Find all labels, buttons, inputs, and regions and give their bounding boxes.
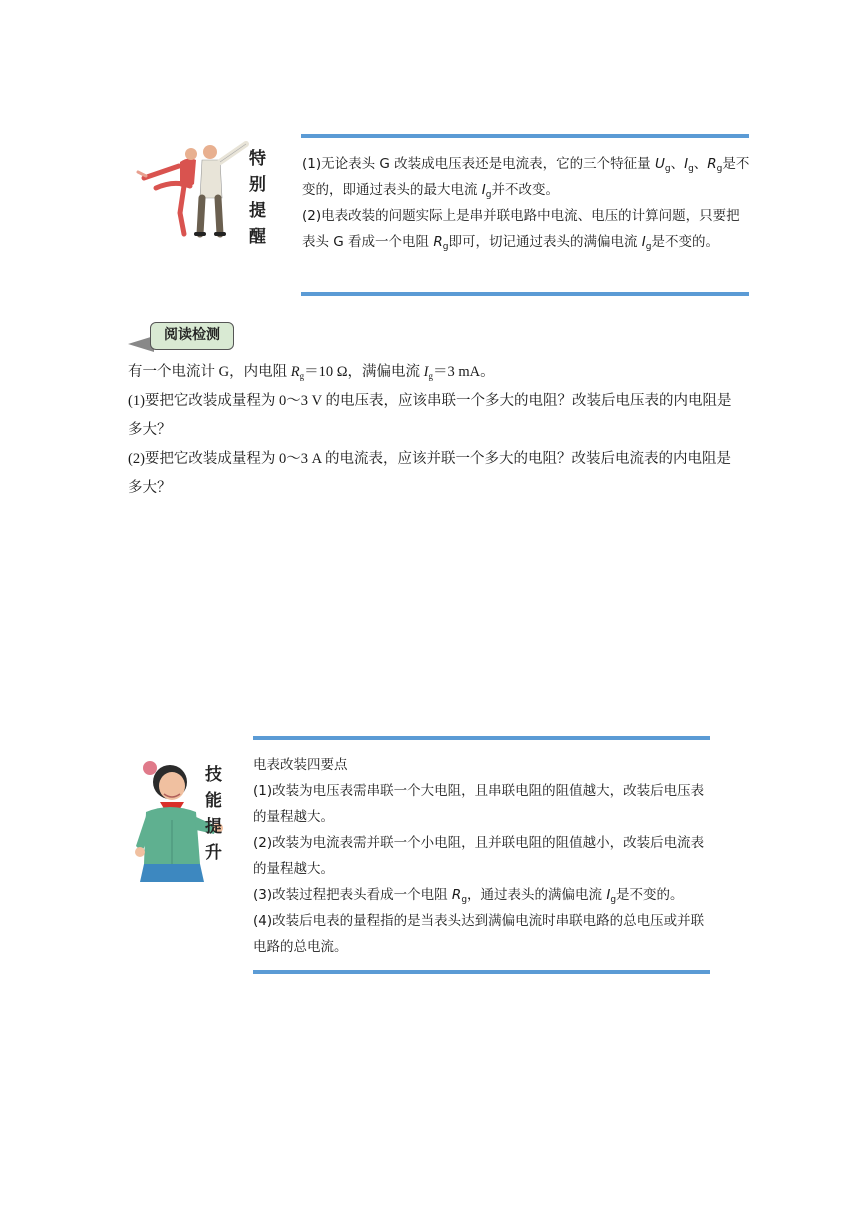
variable-subscript: g xyxy=(485,190,492,200)
dancers-illustration xyxy=(134,138,254,238)
variable-subscript: g xyxy=(461,895,468,905)
variable-symbol: U xyxy=(654,156,665,172)
variable-symbol: R xyxy=(451,887,462,903)
variable-symbol: I xyxy=(684,156,689,172)
tip2-item: (3)改装过程把表头看成一个电阻 $R_g$，通过表头的满偏电流 $I_g$是不变的。 xyxy=(253,887,684,905)
tip1-item: (1)无论表头 G 改装成电压表还是电流表，它的三个特征量 $U_g$、$I_g$、$R_g$是不变的，即通过表头的最大电流 $I_g$并不改变。 xyxy=(302,156,750,200)
variable-symbol: I xyxy=(606,887,611,903)
variable-symbol: R xyxy=(433,234,443,250)
variable-symbol: R xyxy=(290,364,300,380)
variable-symbol: I xyxy=(481,182,486,198)
tip2-item: (2)改装为电流表需并联一个小电阻，且并联电阻的阻值越小，改装后电流表的量程越大。 xyxy=(253,835,705,877)
tip1-side-label: 特 别 提 醒 xyxy=(249,149,266,247)
tip2-item: (1)改装为电压表需串联一个大电阻，且串联电阻的阻值越大，改装后电压表的量程越大。 xyxy=(253,783,705,825)
question-line: (2)要把它改装成量程为 0～3 A 的电流表，应该并联一个多大的电阻？改装后电流表的内电阻是多大？ xyxy=(128,451,731,496)
variable-subscript: g xyxy=(716,164,723,174)
reading-badge-label: 阅读检测 xyxy=(150,322,234,350)
variable-subscript: g xyxy=(610,895,617,905)
tip1-text xyxy=(302,151,750,255)
question-line: 有一个电流计 G，内电阻 $R_g=10$ Ω，满偏电流 $I_g=3$ mA。 xyxy=(128,364,495,381)
variable-subscript: g xyxy=(645,242,652,252)
tip2-bottom-rule xyxy=(253,970,710,974)
tip2-text xyxy=(253,752,713,960)
variable-subscript: g xyxy=(428,371,433,381)
tip2-title: 电表改装四要点 xyxy=(253,757,348,773)
variable-symbol: R xyxy=(707,156,717,172)
tip2-side-label: 技 能 提 升 xyxy=(205,765,222,863)
question-line: (1)要把它改装成量程为 0～3 V 的电压表，应该串联一个多大的电阻？改装后电压表的内电阻是多大？ xyxy=(128,393,732,438)
variable-subscript: g xyxy=(442,242,449,252)
variable-subscript: g xyxy=(688,164,694,174)
variable-subscript: g xyxy=(664,164,671,174)
tip1-top-rule xyxy=(301,134,749,138)
tip1-bottom-rule xyxy=(301,292,749,296)
variable-symbol: I xyxy=(641,234,646,250)
tip2-top-rule xyxy=(253,736,710,740)
reading-question xyxy=(128,358,738,503)
tip2-item: (4)改装后电表的量程指的是当表头达到满偏电流时串联电路的总电压或并联电路的总电流。 xyxy=(253,913,705,955)
tip1-item: (2)电表改装的问题实际上是串并联电路中电流、电压的计算问题，只要把表头 G 看成一个电阻 $R_g$即可，切记通过表头的满偏电流 $I_g$是不变的。 xyxy=(302,208,740,252)
reading-badge xyxy=(128,322,238,352)
variable-symbol: I xyxy=(423,364,429,380)
variable-subscript: g xyxy=(299,371,305,381)
